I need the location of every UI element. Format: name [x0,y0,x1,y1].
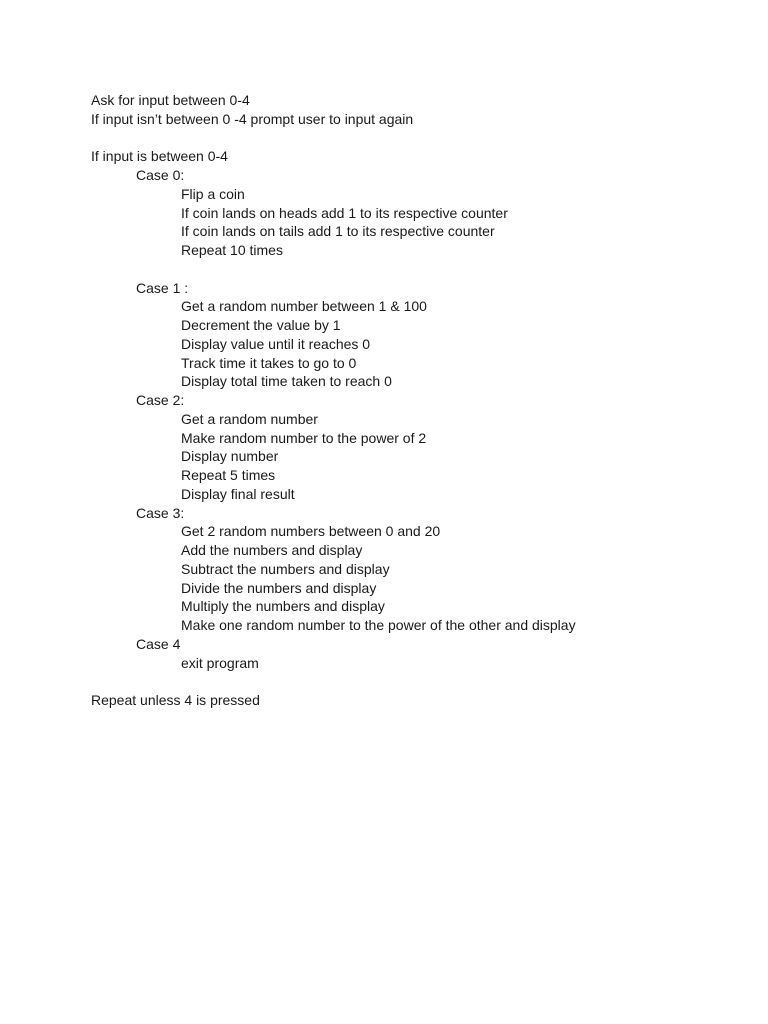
blank-line [91,129,731,148]
case-step: Display final result [181,485,295,502]
case-step: Track time it takes to go to 0 [181,354,357,371]
case-heading: Case 1 : [136,279,189,296]
intro-line-3: If input is between 0-4 [91,148,228,165]
blank-line [91,260,731,279]
case-step: Make one random number to the power of the other and display [181,617,576,633]
intro-line-1: Ask for input between 0-4 [91,92,250,108]
case-step: Get a random number between 1 & 100 [181,298,427,315]
footer-line: Repeat unless 4 is pressed [91,692,260,708]
blank-line [91,672,731,691]
case-heading: Case 2: [136,392,185,408]
case-step: Get 2 random numbers between 0 and 20 [181,523,441,540]
case-step: Decrement the value by 1 [181,317,341,333]
case-step: Make random number to the power of 2 [181,429,427,446]
case-step: Repeat 5 times [181,467,276,483]
case-step: Display total time taken to reach 0 [181,373,392,390]
case-step: Subtract the numbers and display [181,560,390,577]
pseudocode-text [91,91,731,710]
case-step: Get a random number [181,410,318,427]
case-step: Display number [181,448,279,465]
case-step: If coin lands on heads add 1 to its respective counter [181,204,508,221]
case-heading: Case 4 [136,635,181,652]
case-heading: Case 3: [136,504,185,521]
case-step: Add the numbers and display [181,542,363,558]
case-step: Divide the numbers and display [181,579,377,596]
case-heading: Case 0: [136,167,185,183]
case-step: Display value until it reaches 0 [181,335,371,352]
case-step: exit program [181,654,259,671]
case-step: Multiply the numbers and display [181,598,385,615]
intro-line-2: If input isn’t between 0 -4 prompt user to input again [91,110,414,127]
case-step: If coin lands on tails add 1 to its respective counter [181,223,495,240]
case-step: Repeat 10 times [181,242,283,258]
case-step: Flip a coin [181,185,245,202]
